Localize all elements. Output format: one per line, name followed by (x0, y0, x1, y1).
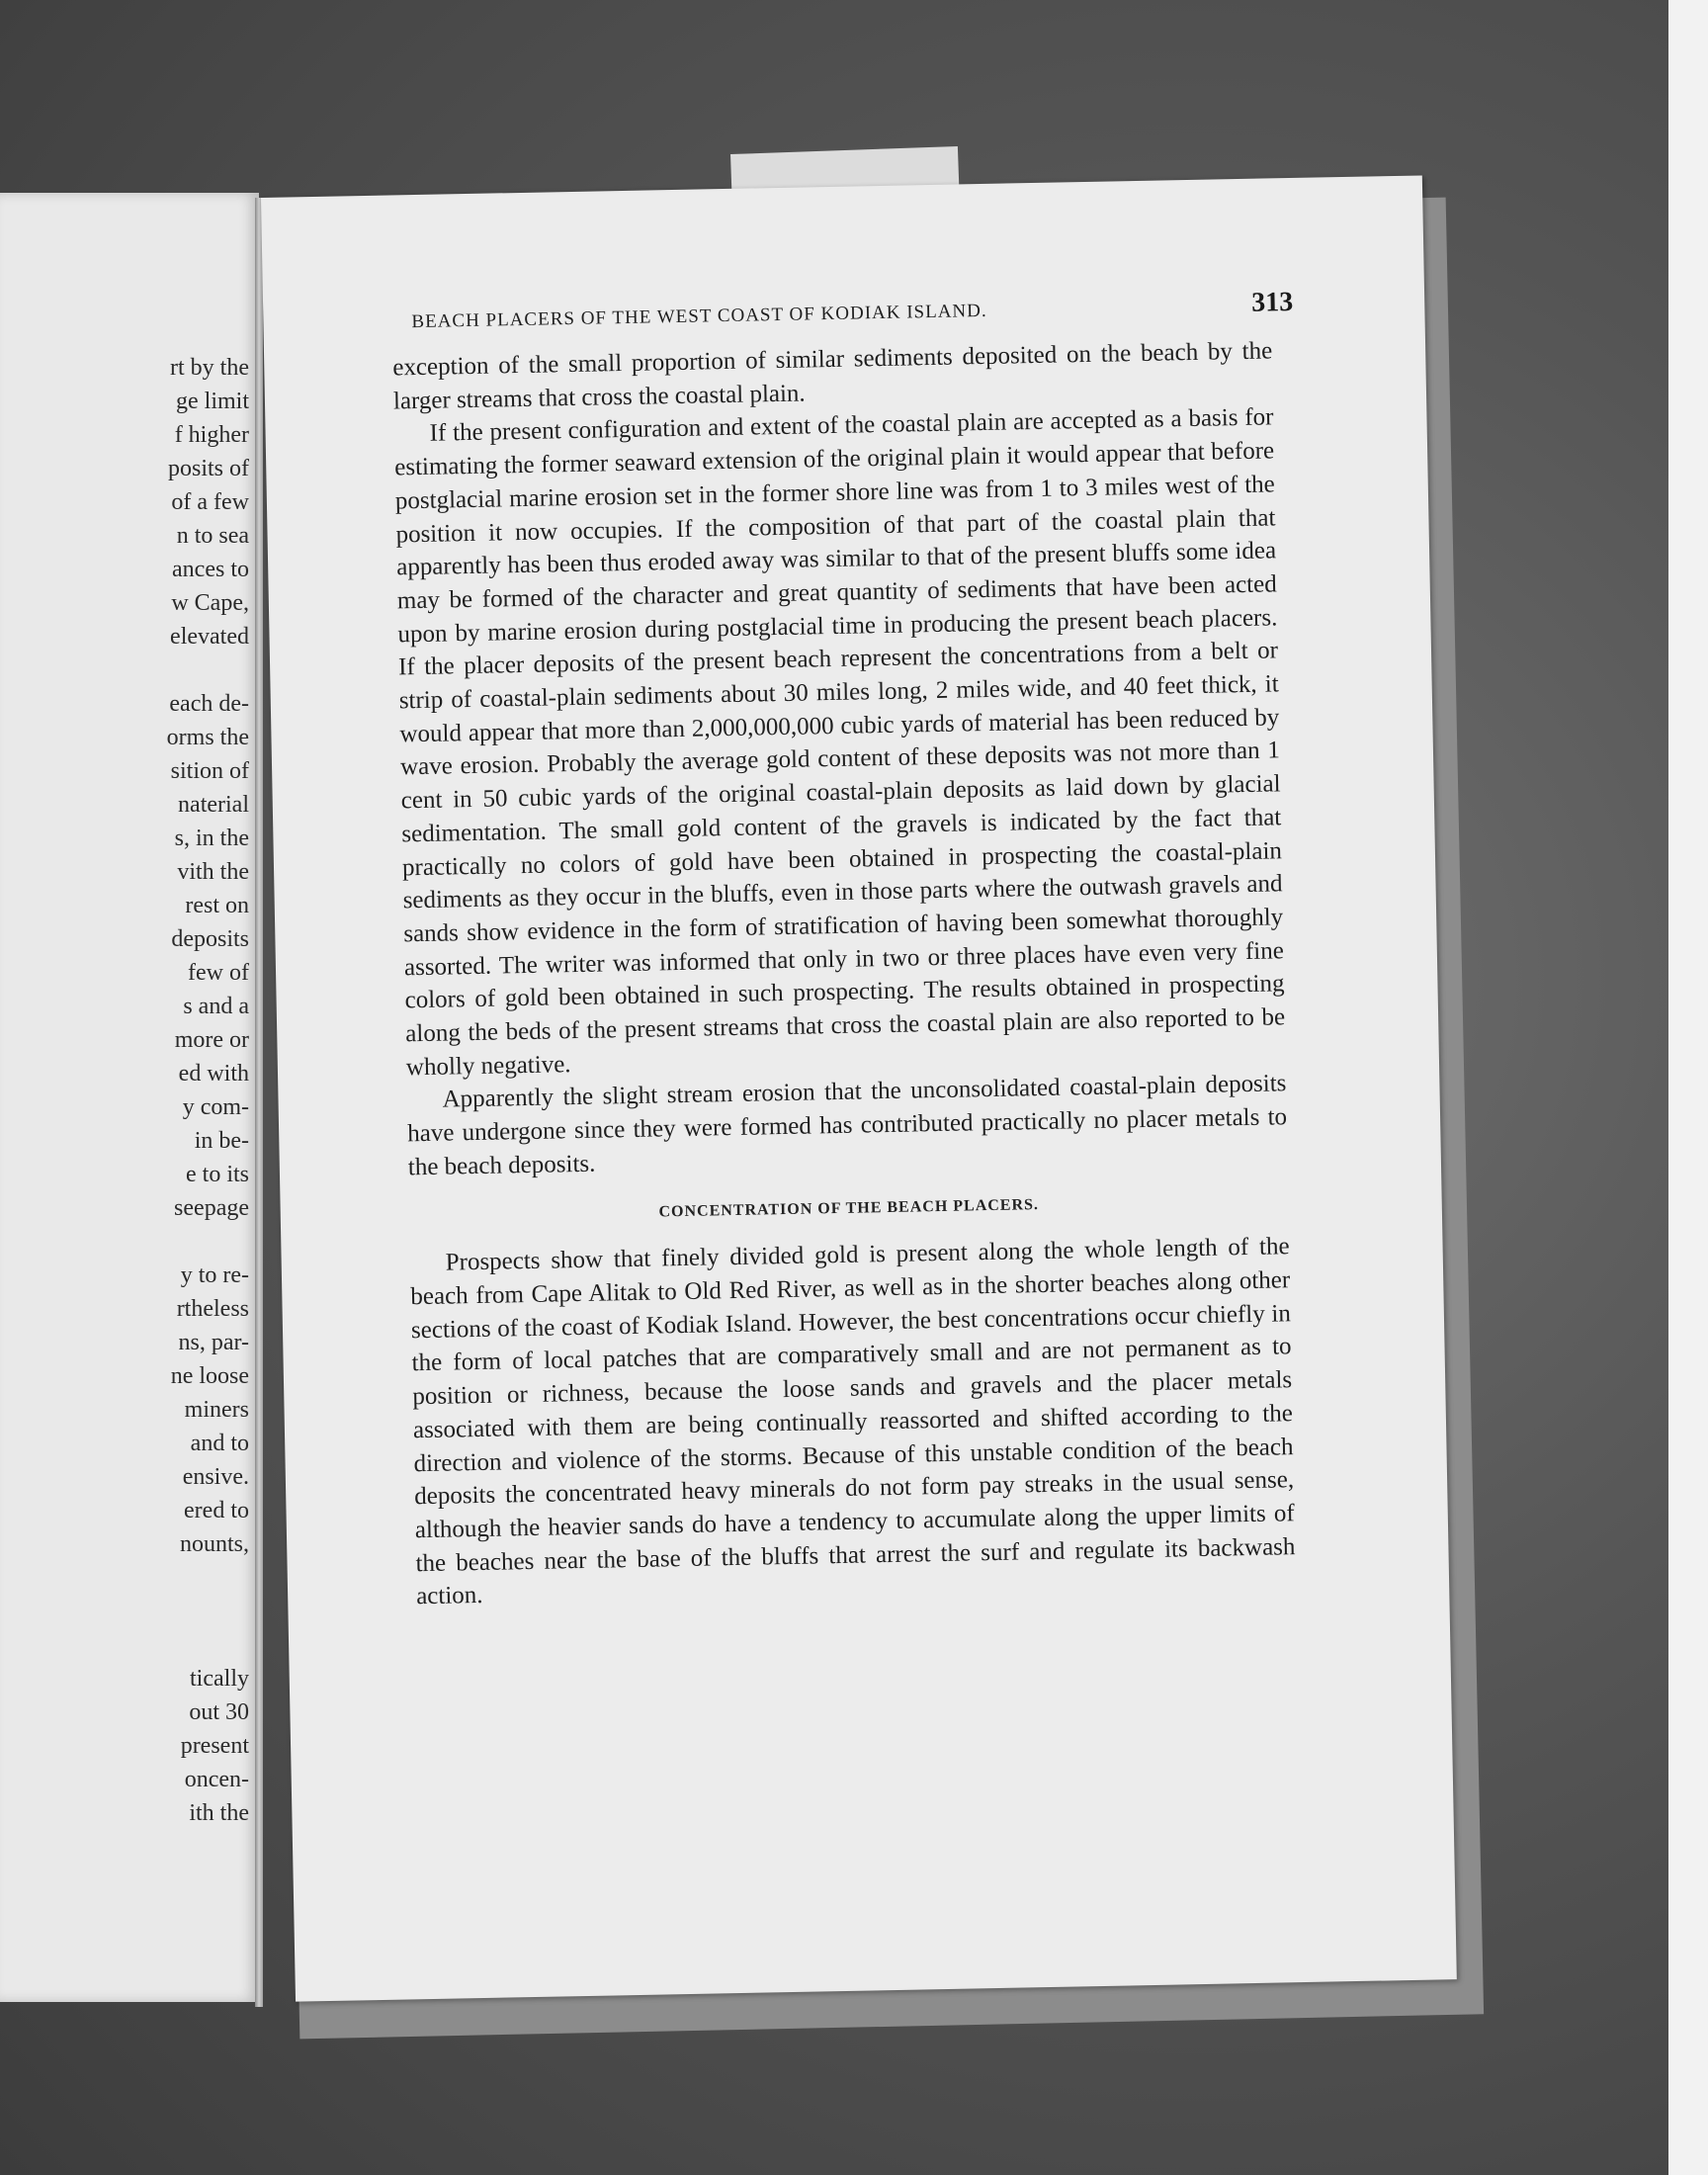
facing-page-line: rest on (185, 893, 249, 918)
scan-margin (1668, 0, 1708, 2175)
paragraph: Prospects show that finely divided gold is present along the whole length of the beach from Cape Alitak to Old Red River, as well as in the shorter beaches along other sections of the coast of Kodiak Island. However, the best concentrations occur chiefly in the form of local patches that are comparatively small and are not permanent as to position or richness, because the loose sands and gravels and the placer metals associated with them are being continually reassorted and shifted according to the direction and violence of the storms. Because of this unstable condition of the beach deposits the concentrated heavy minerals do not form pay streaks in the usual sense, although the heavier sands do have a tendency to accumulate along the upper limits of the beaches near the base of the bluffs that arrest the surf and regulate its backwash action. (410, 1233, 1296, 1610)
facing-page-line (167, 1561, 249, 1595)
facing-page-line: tically (190, 1666, 249, 1692)
facing-page-line: seepage (174, 1195, 249, 1221)
running-head: BEACH PLACERS OF THE WEST COAST OF KODIAK ISLAND. (411, 300, 987, 333)
book-page (261, 175, 1457, 2001)
facing-page-line: miners (184, 1397, 249, 1423)
facing-page-line: s and a (183, 994, 249, 1019)
facing-page-line: ered to (184, 1498, 249, 1523)
facing-page-line: rt by the (170, 355, 249, 381)
facing-page-line: more or (174, 1027, 249, 1053)
page-number: 313 (1250, 286, 1294, 318)
facing-page-line: ensive. (182, 1464, 249, 1490)
book-gutter (255, 198, 263, 2007)
facing-page-line: vith the (177, 859, 249, 885)
facing-page-line: out 30 (189, 1699, 249, 1725)
facing-page-line: e to its (186, 1162, 249, 1187)
paragraph: Apparently the slight stream erosion that the unconsolidated coastal-plain deposits have undergone since they were formed has contributed practically no placer metals to the beach deposits. (406, 1070, 1288, 1181)
facing-page-line: of a few (171, 489, 249, 515)
facing-page-line: ge limit (176, 389, 249, 414)
paragraph: exception of the small proportion of similar sediments deposited on the beach by the larger streams that cross the coastal plain. (392, 337, 1273, 415)
facing-page-line: oncen- (184, 1767, 249, 1792)
facing-page-line: s, in the (174, 826, 249, 851)
facing-page-line (167, 1628, 249, 1662)
facing-page-line: sition of (170, 758, 249, 784)
facing-page-line: y to re- (180, 1262, 249, 1288)
facing-page-line: ed with (178, 1061, 249, 1087)
page-body (392, 334, 1296, 1613)
facing-page-line: elevated (170, 624, 249, 650)
facing-page-line: few of (188, 960, 249, 986)
facing-page-line: posits of (167, 456, 249, 481)
facing-page-line: in be- (194, 1128, 249, 1154)
section-heading: CONCENTRATION OF THE BEACH PLACERS. (658, 1195, 1040, 1221)
facing-page-line: w Cape, (171, 590, 249, 616)
facing-page-line: orms the (166, 725, 249, 750)
facing-page-line: ith the (189, 1800, 249, 1826)
facing-page-line: and to (190, 1431, 249, 1456)
facing-page-line: ne loose (170, 1363, 249, 1389)
facing-page (0, 193, 259, 2002)
facing-page-line: ns, par- (178, 1330, 249, 1355)
facing-page-line: each de- (169, 691, 249, 717)
facing-page-line (167, 1595, 249, 1628)
facing-page-line: y com- (182, 1094, 249, 1120)
facing-page-line (167, 653, 249, 687)
paragraph: If the present configuration and extent of the coastal plain are accepted as a basis for estimating the former seaward extension of the original plain it would appear that before postglacial marine erosion set in the former shore line was from 1 to 3 miles west of the position it now occupies. If the composition of that part of the coastal plain that apparently has been thus eroded away was similar to that of the present bluffs some idea may be formed of the character and great quantity of sediments that have been acted upon by marine erosion during postglacial time in producing the present beach placers. If the placer deposits of the present beach represent the concentrations from a belt or strip of coastal-plain sediments about 30 miles long, 2 miles wide, and 40 feet thick, it would appear that more than 2,000,000,000 cubic yards of material has been reduced by wave erosion. Probably the average gold content of these deposits was not more than 1 cent in 50 cubic yards of the original coastal-plain deposits as laid down by glacial sedimentation. The small gold content of the gravels is indicated by the fact that practically no colors of gold have been obtained in prospecting the coastal-plain sediments as they occur in the bluffs, even in those parts where the outwash gravels and sands show evidence in the form of stratification of having been somewhat thoroughly assorted. The writer was informed that only in two or three places have even very fine colors of gold been obtained in such prospecting. The results obtained in prospecting along the beds of the present streams that cross the coastal plain are also reported to be wholly negative. (394, 403, 1286, 1082)
facing-page-text (167, 351, 249, 1830)
facing-page-line: present (180, 1733, 249, 1759)
facing-page-line: naterial (178, 792, 249, 818)
facing-page-line: n to sea (176, 523, 249, 549)
facing-page-line (167, 1225, 249, 1259)
facing-page-line: deposits (171, 926, 249, 952)
facing-page-line: ances to (172, 557, 249, 582)
facing-page-line: nounts, (179, 1531, 249, 1557)
facing-page-line: f higher (174, 422, 249, 448)
facing-page-line: rtheless (176, 1296, 249, 1322)
